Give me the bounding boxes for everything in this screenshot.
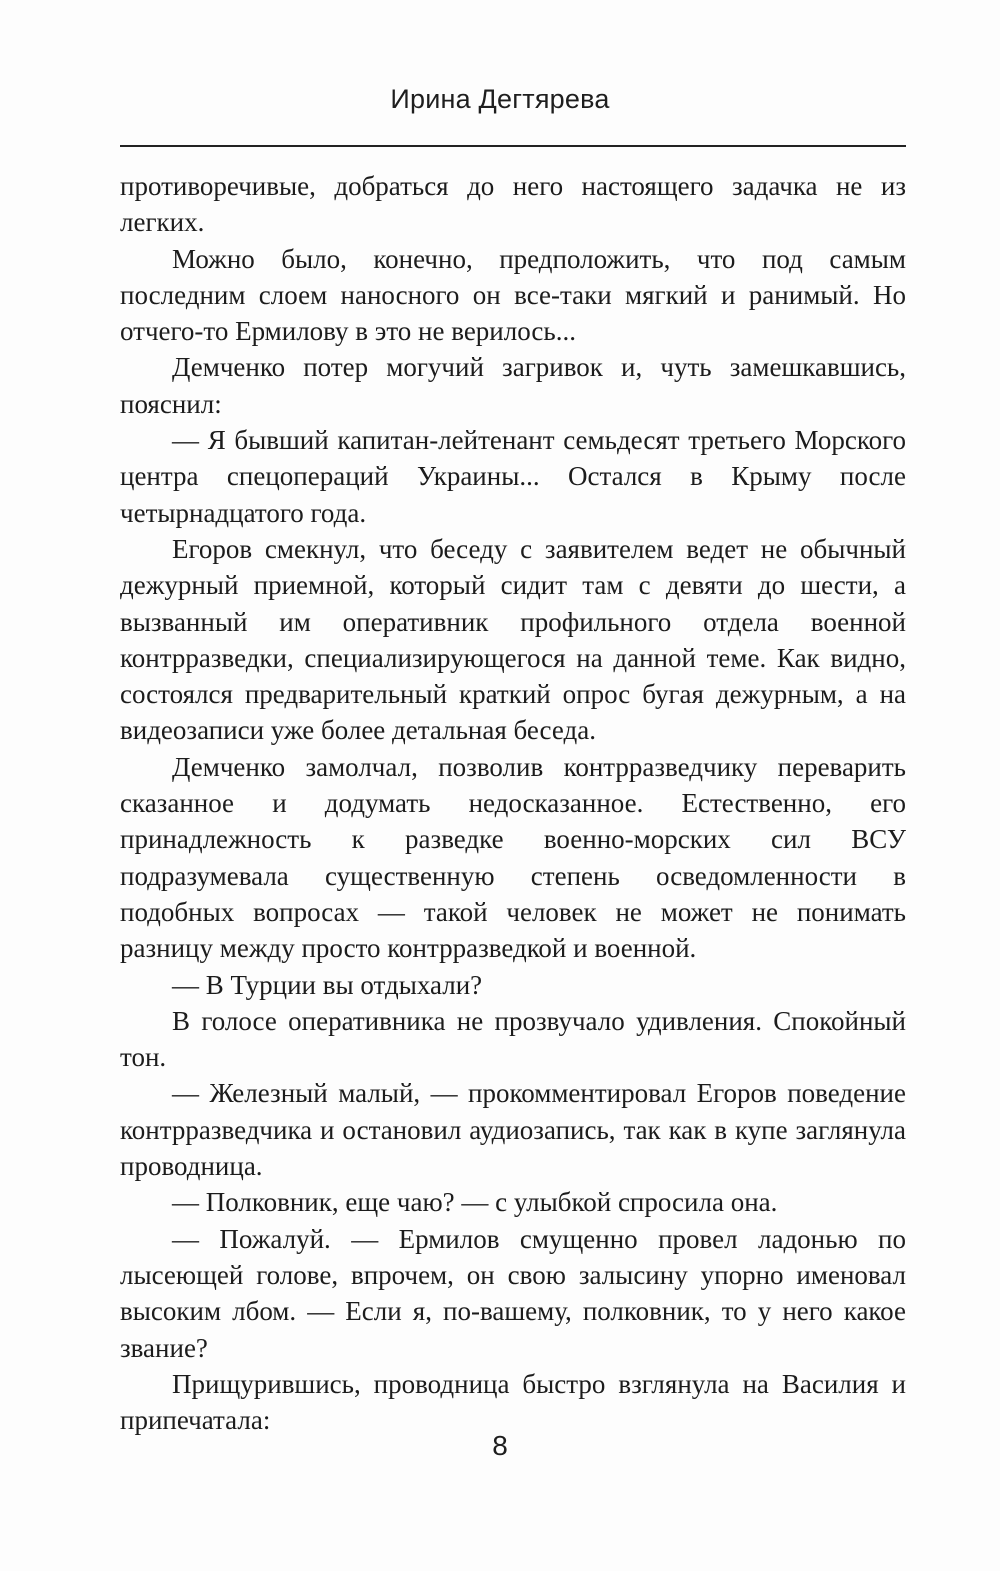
paragraph: — В Турции вы отдыхали? (172, 969, 483, 1000)
paragraph: В голосе оперативника не прозвучало удивления. Спокойный тон. (120, 1005, 906, 1073)
paragraph: Демченко потер могучий загривок и, чуть замешкавшись, пояснил: (120, 352, 906, 419)
paragraph: Можно было, конечно, предположить, что под самым последним слоем наносного он все-таки мягкий и ранимый. Но отчего-то Ермилову в это не верилось... (120, 243, 906, 347)
page-number: 8 (492, 1430, 508, 1461)
running-head-author: Ирина Дегтярева (390, 84, 610, 114)
paragraph: — Я бывший капитан-лейтенант семьдесят третьего Морского центра спецопераций Украины... Остался в Крыму после четырнадцатого года. (120, 425, 906, 528)
paragraph: противоречивые, добраться до него настоящего задачка не из легких. (120, 171, 906, 238)
header-rule (120, 145, 906, 147)
paragraph: — Полковник, еще чаю? — с улыбкой спросила она. (172, 1187, 778, 1218)
paragraph: — Пожалуй. — Ермилов смущенно провел ладонью по лысеющей голове, впрочем, он свою залысину упорно именовал высоким лбом. — Если я, по-вашему, полковник, то у него какое звание? (120, 1223, 906, 1363)
paragraph: Демченко замолчал, позволив контрразведчику переварить сказанное и додумать недосказанное. Естественно, его принадлежность к разведке военно-морских сил ВСУ подразумевала существенную степень осведомленности в подобных вопросах — такой человек не может не понимать разницу между просто контрразведкой и военной. (120, 751, 906, 964)
body-text (120, 168, 906, 1438)
paragraph: Прищурившись, проводница быстро взглянула на Василия и припечатала: (120, 1368, 906, 1436)
paragraph: Егоров смекнул, что беседу с заявителем ведет не обычный дежурный приемной, который сидит там с девяти до шести, а вызванный им оперативник профильного отдела военной контрразведки, специализирующегося на данной теме. Как видно, состоялся предварительный краткий опрос бугая дежурным, а на видеозаписи уже более детальная беседа. (120, 533, 906, 746)
paragraph: — Железный малый, — прокомментировал Егоров поведение контрразведчика и остановил аудиозапись, так как в купе заглянула проводница. (120, 1078, 906, 1182)
